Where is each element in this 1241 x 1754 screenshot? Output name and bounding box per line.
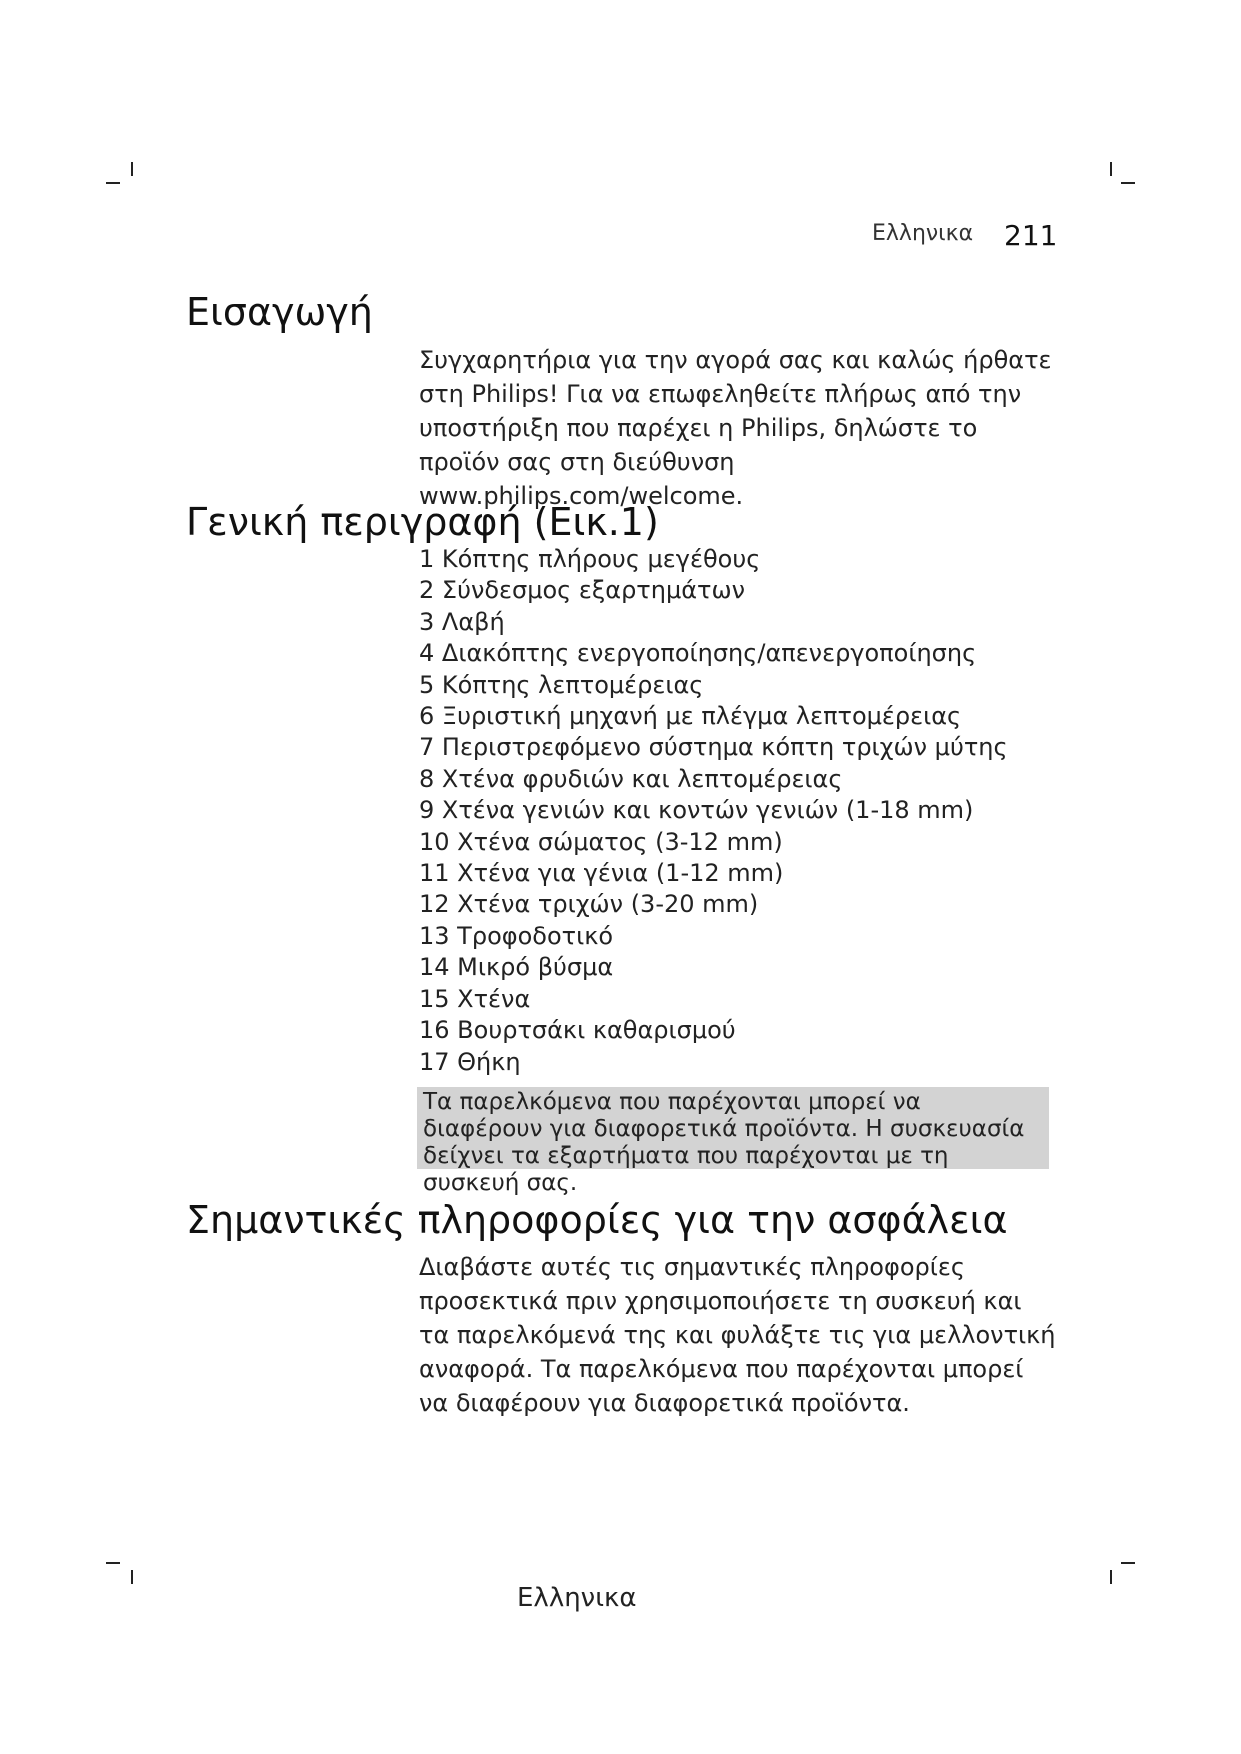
footer-language: Ελληνικα [517,1583,637,1613]
crop-mark-bottom-right-h [1121,1562,1135,1564]
running-header-language: Ελληνικα [872,221,974,246]
crop-mark-top-right-h [1121,182,1135,184]
safety-heading: Σημαντικές πληροφορίες για την ασφάλεια [186,1198,1008,1242]
list-item: 17 Θήκη [419,1047,521,1076]
list-item: 5 Κόπτης λεπτομέρειας [419,670,704,699]
list-item: 8 Χτένα φρυδιών και λεπτομέρειας [419,764,843,793]
list-item: 3 Λαβή [419,607,505,636]
intro-heading: Εισαγωγή [186,290,373,334]
list-item: 6 Ξυριστική μηχανή με πλέγμα λεπτομέρειας [419,702,962,731]
general-description-heading: Γενική περιγραφή (Εικ.1) [186,500,659,544]
list-item: 15 Χτένα [419,984,531,1013]
accessories-note: Τα παρελκόμενα που παρέχονται μπορεί να διαφέρουν για διαφορετικά προϊόντα. Η συσκευασία δείχνει τα εξαρτήματα που παρέχονται με τη συσκευή σας. [417,1087,1049,1169]
list-item: 4 Διακόπτης ενεργοποίησης/απενεργοποίησης [419,639,977,668]
crop-mark-top-left-h [106,182,120,184]
list-item: 7 Περιστρεφόμενο σύστημα κόπτη τριχών μύτης [419,733,1008,762]
parts-list [419,544,1008,1078]
crop-mark-bottom-left-h [106,1562,120,1564]
list-item: 1 Κόπτης πλήρους μεγέθους [419,545,761,573]
list-item: 2 Σύνδεσμος εξαρτημάτων [419,576,746,605]
crop-mark-bottom-right-v [1110,1570,1112,1584]
list-item: 14 Μικρό βύσμα [419,953,614,982]
crop-mark-top-left-v [131,162,133,176]
page-number: 211 [1004,219,1058,252]
list-item: 12 Χτένα τριχών (3-20 mm) [419,890,759,919]
list-item: 13 Τροφοδοτικό [419,921,614,950]
crop-mark-top-right-v [1110,162,1112,176]
list-item: 10 Χτένα σώματος (3-12 mm) [419,827,783,856]
list-item: 16 Βουρτσάκι καθαρισμού [419,1016,736,1045]
list-item: 11 Χτένα για γένια (1-12 mm) [419,859,784,888]
crop-mark-bottom-left-v [131,1570,133,1584]
intro-paragraph: Συγχαρητήρια για την αγορά σας και καλώς ήρθατε στη Philips! Για να επωφεληθείτε πλήρως από την υποστήριξη που παρέχει η Philips, δηλώστε το προϊόν σας στη διεύθυνση www.philips.com/welcome. [419,346,1052,510]
list-item: 9 Χτένα γενιών και κοντών γενιών (1-18 mm) [419,796,974,825]
safety-paragraph: Διαβάστε αυτές τις σημαντικές πληροφορίες προσεκτικά πριν χρησιμοποιήσετε τη συσκευή και τα παρελκόμενά της και φυλάξτε τις για μελλοντική αναφορά. Τα παρελκόμενα που παρέχονται μπορεί να διαφέρουν για διαφορετικά προϊόντα. [419,1253,1056,1417]
